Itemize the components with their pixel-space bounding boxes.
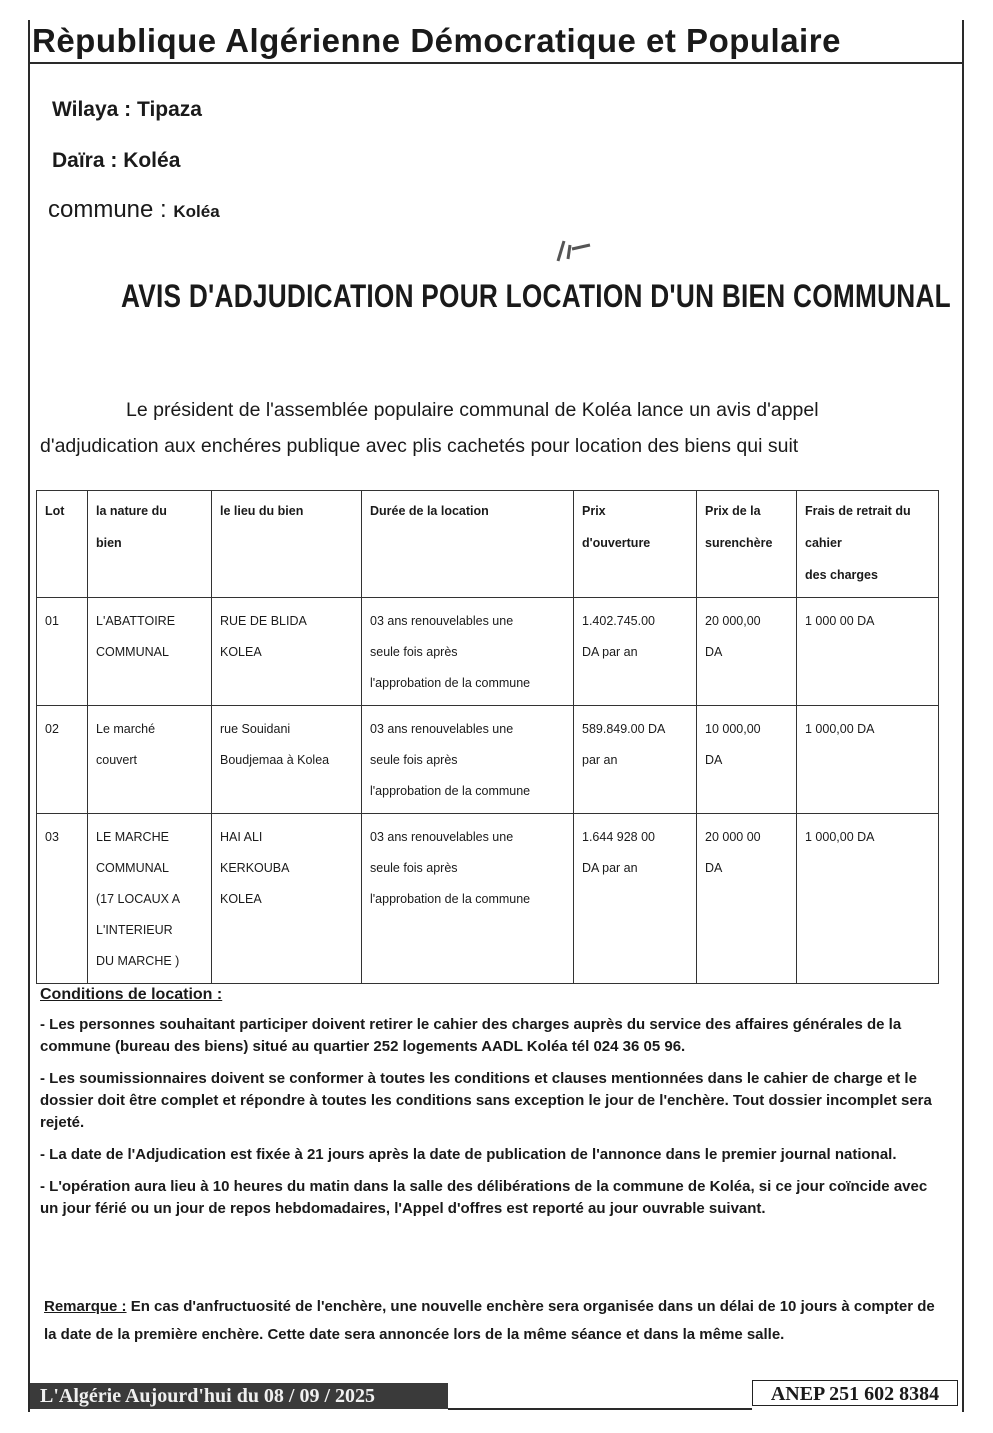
col-header-duree: Durée de la location: [362, 491, 574, 598]
cell-duree: 03 ans renouvelables une seule fois après l'approbation de la commune: [362, 706, 574, 814]
cell-lieu: RUE DE BLIDA KOLEA: [212, 598, 362, 706]
cell-duree: 03 ans renouvelables une seule fois après l'approbation de la commune: [362, 598, 574, 706]
cell-prix-surenchere: 10 000,00 DA: [697, 706, 797, 814]
col-header-prix-surenchere: Prix de la surenchère: [697, 491, 797, 598]
condition-item: - Les personnes souhaitant participer doivent retirer le cahier des charges auprès du service des affaires générales de la commune (bureau des biens) situé au quartier 252 logements AADL Koléa tél 024 36 05 96.: [40, 1016, 902, 1055]
commune-value: Koléa: [173, 202, 220, 221]
commune-label: commune :: [48, 196, 174, 223]
conditions-section: [40, 986, 945, 1230]
col-header-lot: Lot: [37, 491, 88, 598]
table-row: [37, 814, 939, 984]
cell-prix-ouverture: 1.402.745.00 DA par an: [574, 598, 697, 706]
cell-prix-surenchere: 20 000 00 DA: [697, 814, 797, 984]
publication-banner: L'Algérie Aujourd'hui du 08 / 09 / 2025: [30, 1383, 448, 1409]
cell-nature: Le marché couvert: [88, 706, 212, 814]
title-underline: [28, 62, 962, 64]
col-header-lieu: le lieu du bien: [212, 491, 362, 598]
notice-title: AVIS D'ADJUDICATION POUR LOCATION D'UN BIEN COMMUNAL: [121, 278, 951, 314]
table-row: [37, 598, 939, 706]
cell-frais: 1 000,00 DA: [797, 814, 939, 984]
cell-duree: 03 ans renouvelables une seule fois après l'approbation de la commune: [362, 814, 574, 984]
remarque-paragraph: [44, 1293, 944, 1349]
cell-lieu: rue Souidani Boudjemaa à Kolea: [212, 706, 362, 814]
condition-item: - La date de l'Adjudication est fixée à 21 jours après la date de publication de l'annonce dans le premier journal national.: [40, 1146, 897, 1163]
cell-prix-ouverture: 589.849.00 DA par an: [574, 706, 697, 814]
cell-nature: LE MARCHE COMMUNAL (17 LOCAUX A L'INTERIEUR DU MARCHE ): [88, 814, 212, 984]
cell-lot: 02: [37, 706, 88, 814]
table-row: [37, 706, 939, 814]
intro-line-1: Le président de l'assemblée populaire communal de Koléa lance un avis d'appel: [126, 399, 819, 421]
cell-lot: 03: [37, 814, 88, 984]
intro-paragraph: [40, 392, 940, 464]
stamp-mark: [550, 235, 598, 273]
wilaya-line: Wilaya : Tipaza: [52, 98, 202, 121]
table-header-row: [37, 491, 939, 598]
cell-lieu: HAI ALI KERKOUBA KOLEA: [212, 814, 362, 984]
col-header-prix-ouverture: Prix d'ouverture: [574, 491, 697, 598]
republic-title: Rèpublique Algérienne Démocratique et Populaire: [32, 22, 841, 59]
intro-line-2: d'adjudication aux enchéres publique avec plis cachetés pour location des biens qui suit: [40, 435, 799, 457]
col-header-nature: la nature du bien: [88, 491, 212, 598]
cell-nature: L'ABATTOIRE COMMUNAL: [88, 598, 212, 706]
condition-item: - Les soumissionnaires doivent se conformer à toutes les conditions et clauses mentionnées dans le cahier de charge et le dossier doit être complet et répondre à toutes les conditions sans exception le jour de l'enchère. Tout dossier incomplet sera rejeté.: [40, 1070, 932, 1131]
col-header-frais: Frais de retrait du cahier des charges: [797, 491, 939, 598]
cell-frais: 1 000,00 DA: [797, 706, 939, 814]
cell-prix-surenchere: 20 000,00 DA: [697, 598, 797, 706]
remarque-text: En cas d'anfructuosité de l'enchère, une nouvelle enchère sera organisée dans un délai de 10 jours à compter de la date de la première enchère. Cette date sera annoncée lors de la même séance et dans la même salle.: [44, 1298, 935, 1343]
daira-line: Daïra : Koléa: [52, 149, 181, 172]
commune-line: [48, 196, 220, 224]
cell-prix-ouverture: 1.644 928 00 DA par an: [574, 814, 697, 984]
remarque-label: Remarque :: [44, 1298, 127, 1315]
cell-lot: 01: [37, 598, 88, 706]
anep-reference: ANEP 251 602 8384: [752, 1380, 958, 1406]
lots-table: [36, 490, 939, 984]
conditions-title: Conditions de location :: [40, 986, 223, 1003]
cell-frais: 1 000 00 DA: [797, 598, 939, 706]
footer-rule: [448, 1408, 752, 1410]
condition-item: - L'opération aura lieu à 10 heures du matin dans la salle des délibérations de la commune de Koléa, si ce jour coïncide avec un jour férié ou un jour de repos hebdomadaires, l'Appel d'offres est reporté au jour ouvrable suivant.: [40, 1178, 928, 1217]
